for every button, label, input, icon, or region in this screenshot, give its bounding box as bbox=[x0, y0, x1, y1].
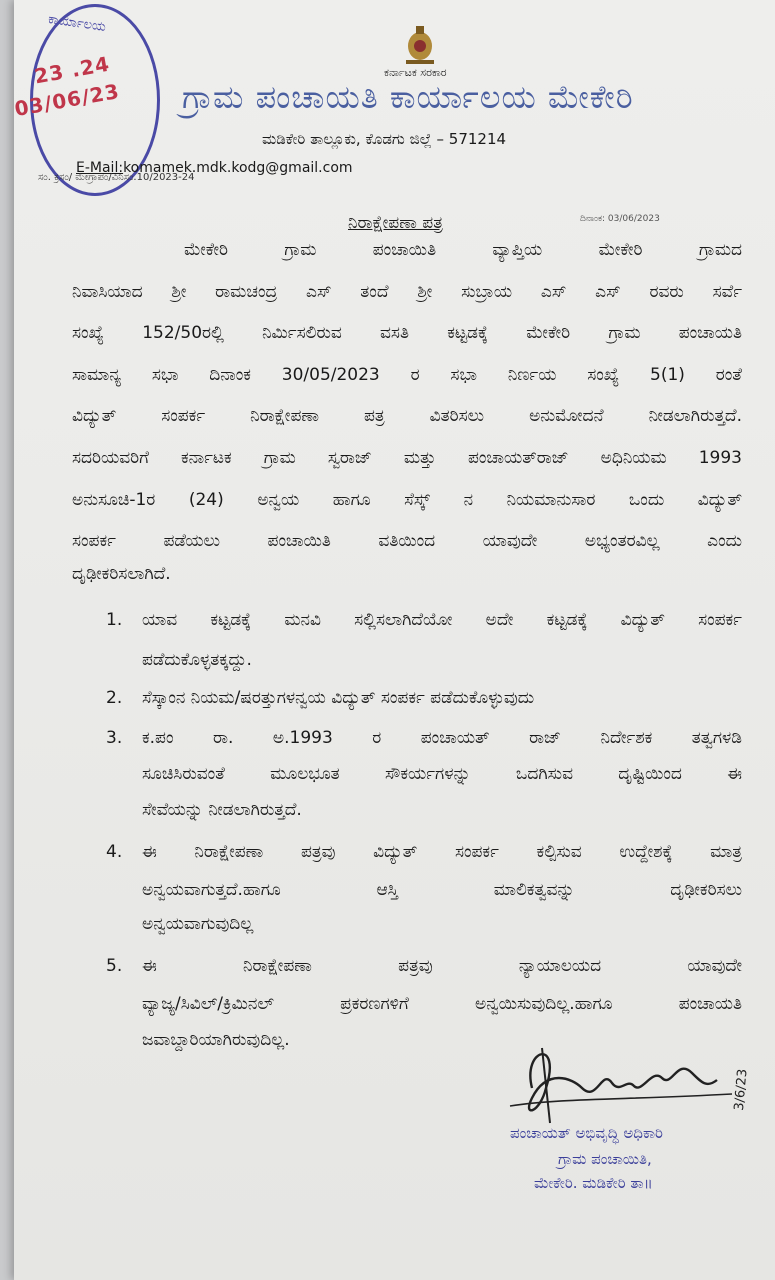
document-page bbox=[14, 0, 775, 1280]
body-line: ಅನುಸೂಚಿ-1ರ (24) ಅನ್ವಯ ಹಾಗೂ ಸೆಸ್ಕ್ ನ ನಿಯಮಾನುಸಾರ ಒಂದು ವಿದ್ಯುತ್ bbox=[72, 490, 742, 510]
government-label: ಕರ್ನಾಟಕ ಸರಕಾರ bbox=[384, 66, 447, 79]
karnataka-emblem-icon bbox=[400, 22, 440, 66]
condition-line: ಸೇವೆಯನ್ನು ನೀಡಲಾಗಿರುತ್ತದೆ. bbox=[142, 800, 302, 820]
body-line: ನಿವಾಸಿಯಾದ ಶ್ರೀ ರಾಮಚಂದ್ರ ಎಸ್ ತಂದೆ ಶ್ರೀ ಸುಬ್ರಾಯ ಎಸ್ ಎಸ್ ರವರು ಸರ್ವೆ bbox=[72, 282, 742, 302]
email-label: E-Mail: bbox=[76, 160, 124, 176]
condition-line: ಸೂಚಿಸಿರುವಂತೆ ಮೂಲಭೂತ ಸೌಕರ್ಯಗಳನ್ನು ಒದಗಿಸುವ ದೃಷ್ಟಿಯಿಂದ ಈ bbox=[142, 764, 742, 784]
condition-number: 1. bbox=[106, 610, 123, 630]
condition-number: 3. bbox=[106, 728, 123, 748]
condition-line: ಈ ನಿರಾಕ್ಷೇಪಣಾ ಪತ್ರವು ನ್ಯಾಯಾಲಯದ ಯಾವುದೇ bbox=[142, 956, 742, 976]
email-address[interactable]: komamek.mdk.kodg@gmail.com bbox=[123, 160, 353, 176]
condition-line: ಜವಾಬ್ದಾರಿಯಾಗಿರುವುದಿಲ್ಲ. bbox=[142, 1030, 290, 1050]
office-address: ಮಡಿಕೇರಿ ತಾಲ್ಲೂಕು, ಕೊಡಗು ಜಿಲ್ಲೆ – 571214 bbox=[262, 130, 507, 148]
stamp-office-text: ಕಾರ್ಯಾಲಯ bbox=[47, 12, 107, 35]
signatory-place: ಮೇಕೇರಿ. ಮಡಿಕೇರಿ ತಾ॥ bbox=[534, 1174, 653, 1192]
stamp-date-line1: 23 .24 bbox=[32, 51, 112, 89]
condition-line: ಯಾವ ಕಟ್ಟಡಕ್ಕೆ ಮನವಿ ಸಲ್ಲಿಸಲಾಗಿದೆಯೋ ಅದೇ ಕಟ್ಟಡಕ್ಕೆ ವಿದ್ಯುತ್ ಸಂಪರ್ಕ bbox=[142, 610, 742, 630]
body-line: ಸಂಪರ್ಕ ಪಡೆಯಲು ಪಂಚಾಯಿತಿ ವತಿಯಿಂದ ಯಾವುದೇ ಅಭ್ಯಂತರವಿಲ್ಲ ಎಂದು bbox=[72, 531, 742, 551]
signature bbox=[502, 1028, 775, 1138]
body-line: ಸದರಿಯವರಿಗೆ ಕರ್ನಾಟಕ ಗ್ರಾಮ ಸ್ವರಾಜ್ ಮತ್ತು ಪಂಚಾಯತ್‌ರಾಜ್ ಅಧಿನಿಯಮ 1993 bbox=[72, 448, 742, 468]
condition-line: ಸೆಸ್ಕಾಂನ ನಿಯಮ/ಷರತ್ತುಗಳನ್ವಯ ವಿದ್ಯುತ್ ಸಂಪರ್ಕ ಪಡೆದುಕೊಳ್ಳುವುದು bbox=[142, 688, 535, 708]
condition-number: 4. bbox=[106, 842, 123, 862]
body-line: ಮೇಕೇರಿ ಗ್ರಾಮ ಪಂಚಾಯಿತಿ ವ್ಯಾಪ್ತಿಯ ಮೇಕೇರಿ ಗ್ರಾಮದ bbox=[184, 240, 742, 260]
condition-line: ಅನ್ವಯವಾಗುವುದಿಲ್ಲ bbox=[142, 914, 254, 934]
letter-date: ದಿನಾಂಕ: 03/06/2023 bbox=[580, 214, 660, 224]
condition-line: ವ್ಯಾಜ್ಯ/ಸಿವಿಲ್/ಕ್ರಿಮಿನಲ್ ಪ್ರಕರಣಗಳಿಗೆ ಅನ್ವಯಿಸುವುದಿಲ್ಲ.ಹಾಗೂ ಪಂಚಾಯತಿ bbox=[142, 994, 742, 1014]
body-line: ವಿದ್ಯುತ್ ಸಂಪರ್ಕ ನಿರಾಕ್ಷೇಪಣಾ ಪತ್ರ ವಿತರಿಸಲು ಅನುಮೋದನೆ ನೀಡಲಾಗಿರುತ್ತದೆ. bbox=[72, 406, 742, 426]
office-name: ಗ್ರಾಮ ಪಂಚಾಯತಿ ಕಾರ್ಯಾಲಯ ಮೇಕೇರಿ bbox=[182, 78, 634, 116]
condition-number: 2. bbox=[106, 688, 123, 708]
signatory-office: ಗ್ರಾಮ ಪಂಚಾಯಿತಿ, bbox=[558, 1150, 652, 1168]
body-line: ಸಂಖ್ಯೆ 152/50ರಲ್ಲಿ ನಿರ್ಮಿಸಲಿರುವ ವಸತಿ ಕಟ್ಟಡಕ್ಕೆ ಮೇಕೇರಿ ಗ್ರಾಮ ಪಂಚಾಯತಿ bbox=[72, 323, 742, 343]
body-line: ಸಾಮಾನ್ಯ ಸಭಾ ದಿನಾಂಕ 30/05/2023 ರ ಸಭಾ ನಿರ್ಣಯ ಸಂಖ್ಯೆ 5(1) ರಂತೆ bbox=[72, 365, 742, 385]
condition-number: 5. bbox=[106, 956, 123, 976]
stamp-date-line2: 03/06/23 bbox=[12, 78, 122, 122]
signatory-designation: ಪಂಚಾಯತ್ ಅಭಿವೃದ್ಧಿ ಅಧಿಕಾರಿ bbox=[510, 1124, 663, 1142]
reference-number: ಸಂ. ಕ್ರಸಂ/ ಮೇಗ್ರಾಪಂ/ವಿನಿಸಂ.10/2023-24 bbox=[38, 172, 195, 183]
body-line: ದೃಢೀಕರಿಸಲಾಗಿದೆ. bbox=[72, 564, 171, 584]
condition-line: ಈ ನಿರಾಕ್ಷೇಪಣಾ ಪತ್ರವು ವಿದ್ಯುತ್ ಸಂಪರ್ಕ ಕಲ್ಪಿಸುವ ಉದ್ದೇಶಕ್ಕೆ ಮಾತ್ರ bbox=[142, 842, 742, 862]
condition-line: ಪಡೆದುಕೊಳ್ಳತಕ್ಕದ್ದು. bbox=[142, 650, 252, 670]
document-title: ನಿರಾಕ್ಷೇಪಣಾ ಪತ್ರ bbox=[348, 213, 443, 233]
condition-line: ಕ.ಪಂ ರಾ. ಅ.1993 ರ ಪಂಚಾಯತ್ ರಾಜ್ ನಿರ್ದೇಶಕ ತತ್ವಗಳಡಿ bbox=[142, 728, 742, 748]
condition-line: ಅನ್ವಯವಾಗುತ್ತದೆ.ಹಾಗೂ ಆಸ್ತಿ ಮಾಲಿಕತ್ವವನ್ನು ದೃಢೀಕರಿಸಲು bbox=[142, 880, 742, 900]
signature-date: 3/6/23 bbox=[731, 1068, 751, 1112]
